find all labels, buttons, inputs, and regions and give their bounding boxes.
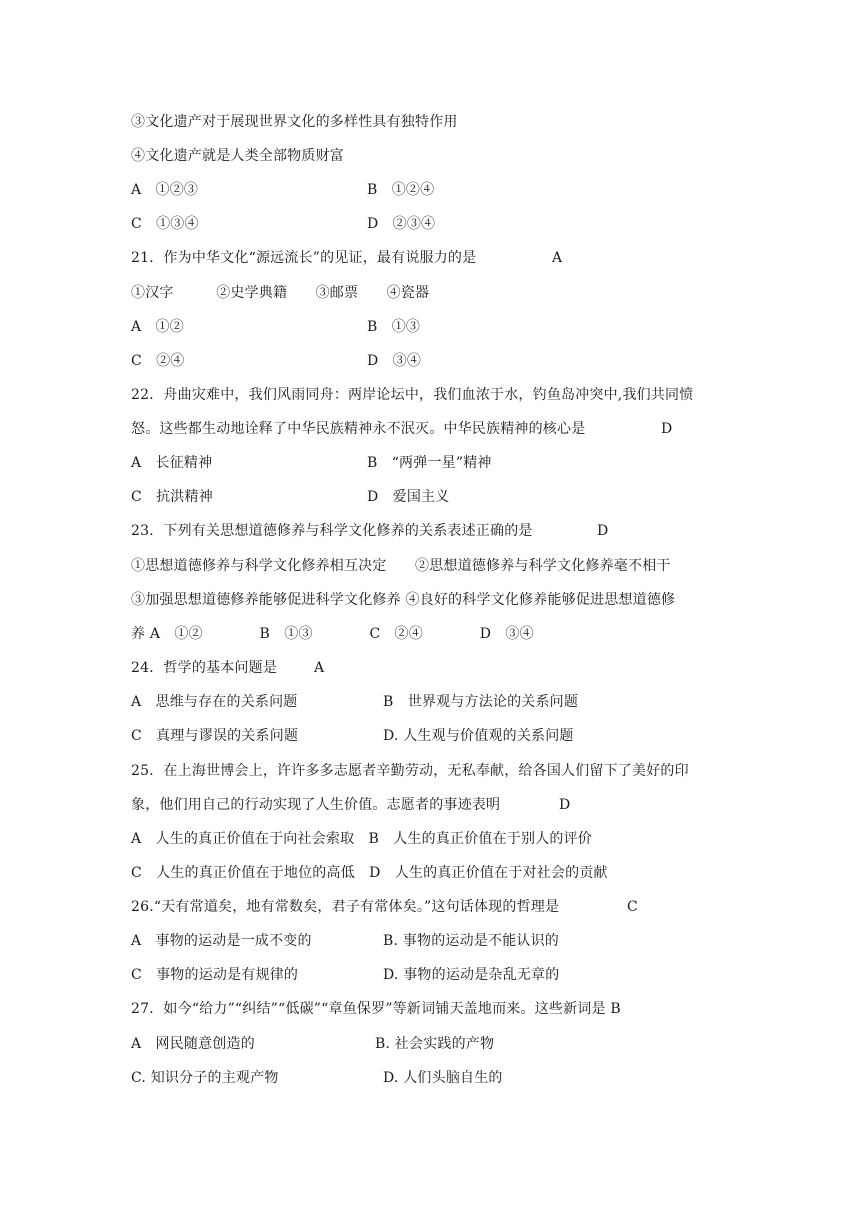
q26-answer: C — [627, 899, 638, 915]
q25-stem-line-2 — [131, 795, 571, 815]
q26-option-a: A 事物的运动是一成不变的 — [131, 933, 312, 949]
q26-option-b: B. 事物的运动是不能认识的 — [383, 933, 559, 949]
q27-options-cd — [131, 1068, 503, 1088]
q25-options-ab: A 人生的真正价值在于向社会索取 B 人生的真正价值在于别人的评价 — [131, 831, 592, 847]
q21-option-d: D ③④ — [367, 353, 422, 369]
q22-options-ab — [131, 453, 492, 473]
q24-option-d: D. 人生观与价值观的关系问题 — [383, 728, 574, 744]
q23-stem-line — [131, 521, 609, 541]
q20-option-b: B ①②④ — [367, 182, 435, 198]
q22-options-cd — [131, 487, 450, 507]
q22-option-b: B “两弹一星”精神 — [367, 455, 492, 471]
q27-option-b: B. 社会实践的产物 — [375, 1036, 495, 1052]
q20-item-3: ③文化遗产对于展现世界文化的多样性具有独特作用 — [131, 114, 458, 130]
q20-option-c: C ①③④ — [131, 216, 199, 232]
q22-stem-2: 怒。这些都生动地诠释了中华民族精神永不泯灭。中华民族精神的核心是 — [131, 421, 586, 437]
q23-items-3: 养 A ①② B ①③ C ②④ D ③④ — [131, 626, 534, 642]
q23-answer: D — [597, 523, 609, 539]
q26-option-c: C 事物的运动是有规律的 — [131, 967, 299, 983]
q23-items-1: ①思想道德修养与科学文化修养相互决定 ②思想道德修养与科学文化修养毫不相干 — [131, 558, 671, 574]
q26-options-ab — [131, 931, 559, 951]
q25-answer: D — [559, 797, 571, 813]
q21-stem-line — [131, 248, 563, 268]
q21-option-a: A ①② — [131, 319, 184, 335]
q26-options-cd — [131, 965, 560, 985]
q21-options-ab — [131, 317, 421, 337]
q25-stem-2: 象，他们用自己的行动实现了人生价值。志愿者的事迹表明 — [131, 797, 501, 813]
q22-stem-1: 22．舟曲灾难中，我们风雨同舟：两岸论坛中，我们血浓于水，钓鱼岛冲突中,我们共同愤 — [131, 387, 694, 403]
q22-option-a: A 长征精神 — [131, 455, 213, 471]
q21-items: ①汉字 ②史学典籍 ③邮票 ④瓷器 — [131, 285, 430, 301]
q24-option-b: B 世界观与方法论的关系问题 — [383, 694, 579, 710]
q22-option-c: C 抗洪精神 — [131, 489, 213, 505]
q27-option-a: A 网民随意创造的 — [131, 1036, 255, 1052]
q25-options-cd: C 人生的真正价值在于地位的高低 D 人生的真正价值在于对社会的贡献 — [131, 865, 608, 881]
q27-stem: 27．如今“给力”“纠结”“低碳”“章鱼保罗”等新词铺天盖地而来。这些新词是 B — [131, 1001, 621, 1017]
q20-item-4: ④文化遗产就是人类全部物质财富 — [131, 148, 344, 164]
q22-option-d: D 爱国主义 — [367, 489, 450, 505]
q21-option-c: C ②④ — [131, 353, 185, 369]
q20-options-ab — [131, 180, 435, 200]
q20-option-d: D ②③④ — [367, 216, 436, 232]
q26-option-d: D. 事物的运动是杂乱无章的 — [383, 967, 560, 983]
q24-stem: 24．哲学的基本问题是 — [131, 660, 278, 676]
q25-stem-1: 25．在上海世博会上，许许多多志愿者辛勤劳动，无私奉献，给各国人们留下了美好的印 — [131, 763, 689, 779]
q24-option-a: A 思维与存在的关系问题 — [131, 694, 298, 710]
q27-option-c: C. 知识分子的主观产物 — [131, 1070, 279, 1086]
q22-answer: D — [661, 421, 673, 437]
q24-options-cd — [131, 726, 574, 746]
q21-answer: A — [552, 250, 563, 266]
q20-option-a: A ①②③ — [131, 182, 199, 198]
q27-option-d: D. 人们头脑自生的 — [383, 1070, 503, 1086]
q23-stem: 23．下列有关思想道德修养与科学文化修养的关系表述正确的是 — [131, 523, 533, 539]
q21-options-cd — [131, 351, 422, 371]
q24-stem-line — [131, 658, 325, 678]
q27-options-ab — [131, 1034, 495, 1054]
q24-options-ab — [131, 692, 579, 712]
q24-option-c: C 真理与谬误的关系问题 — [131, 728, 299, 744]
q22-stem-line-2 — [131, 419, 673, 439]
q26-stem-line — [131, 897, 638, 917]
q21-stem: 21．作为中华文化“源远流长”的见证，最有说服力的是 — [131, 250, 477, 266]
q23-items-2: ③加强思想道德修养能够促进科学文化修养 ④良好的科学文化修养能够促进思想道德修 — [131, 592, 676, 608]
q24-answer: A — [314, 660, 325, 676]
q21-option-b: B ①③ — [367, 319, 421, 335]
q20-options-cd — [131, 214, 436, 234]
q26-stem: 26.“天有常道矣，地有常数矣，君子有常体矣。”这句话体现的哲理是 — [131, 899, 560, 915]
